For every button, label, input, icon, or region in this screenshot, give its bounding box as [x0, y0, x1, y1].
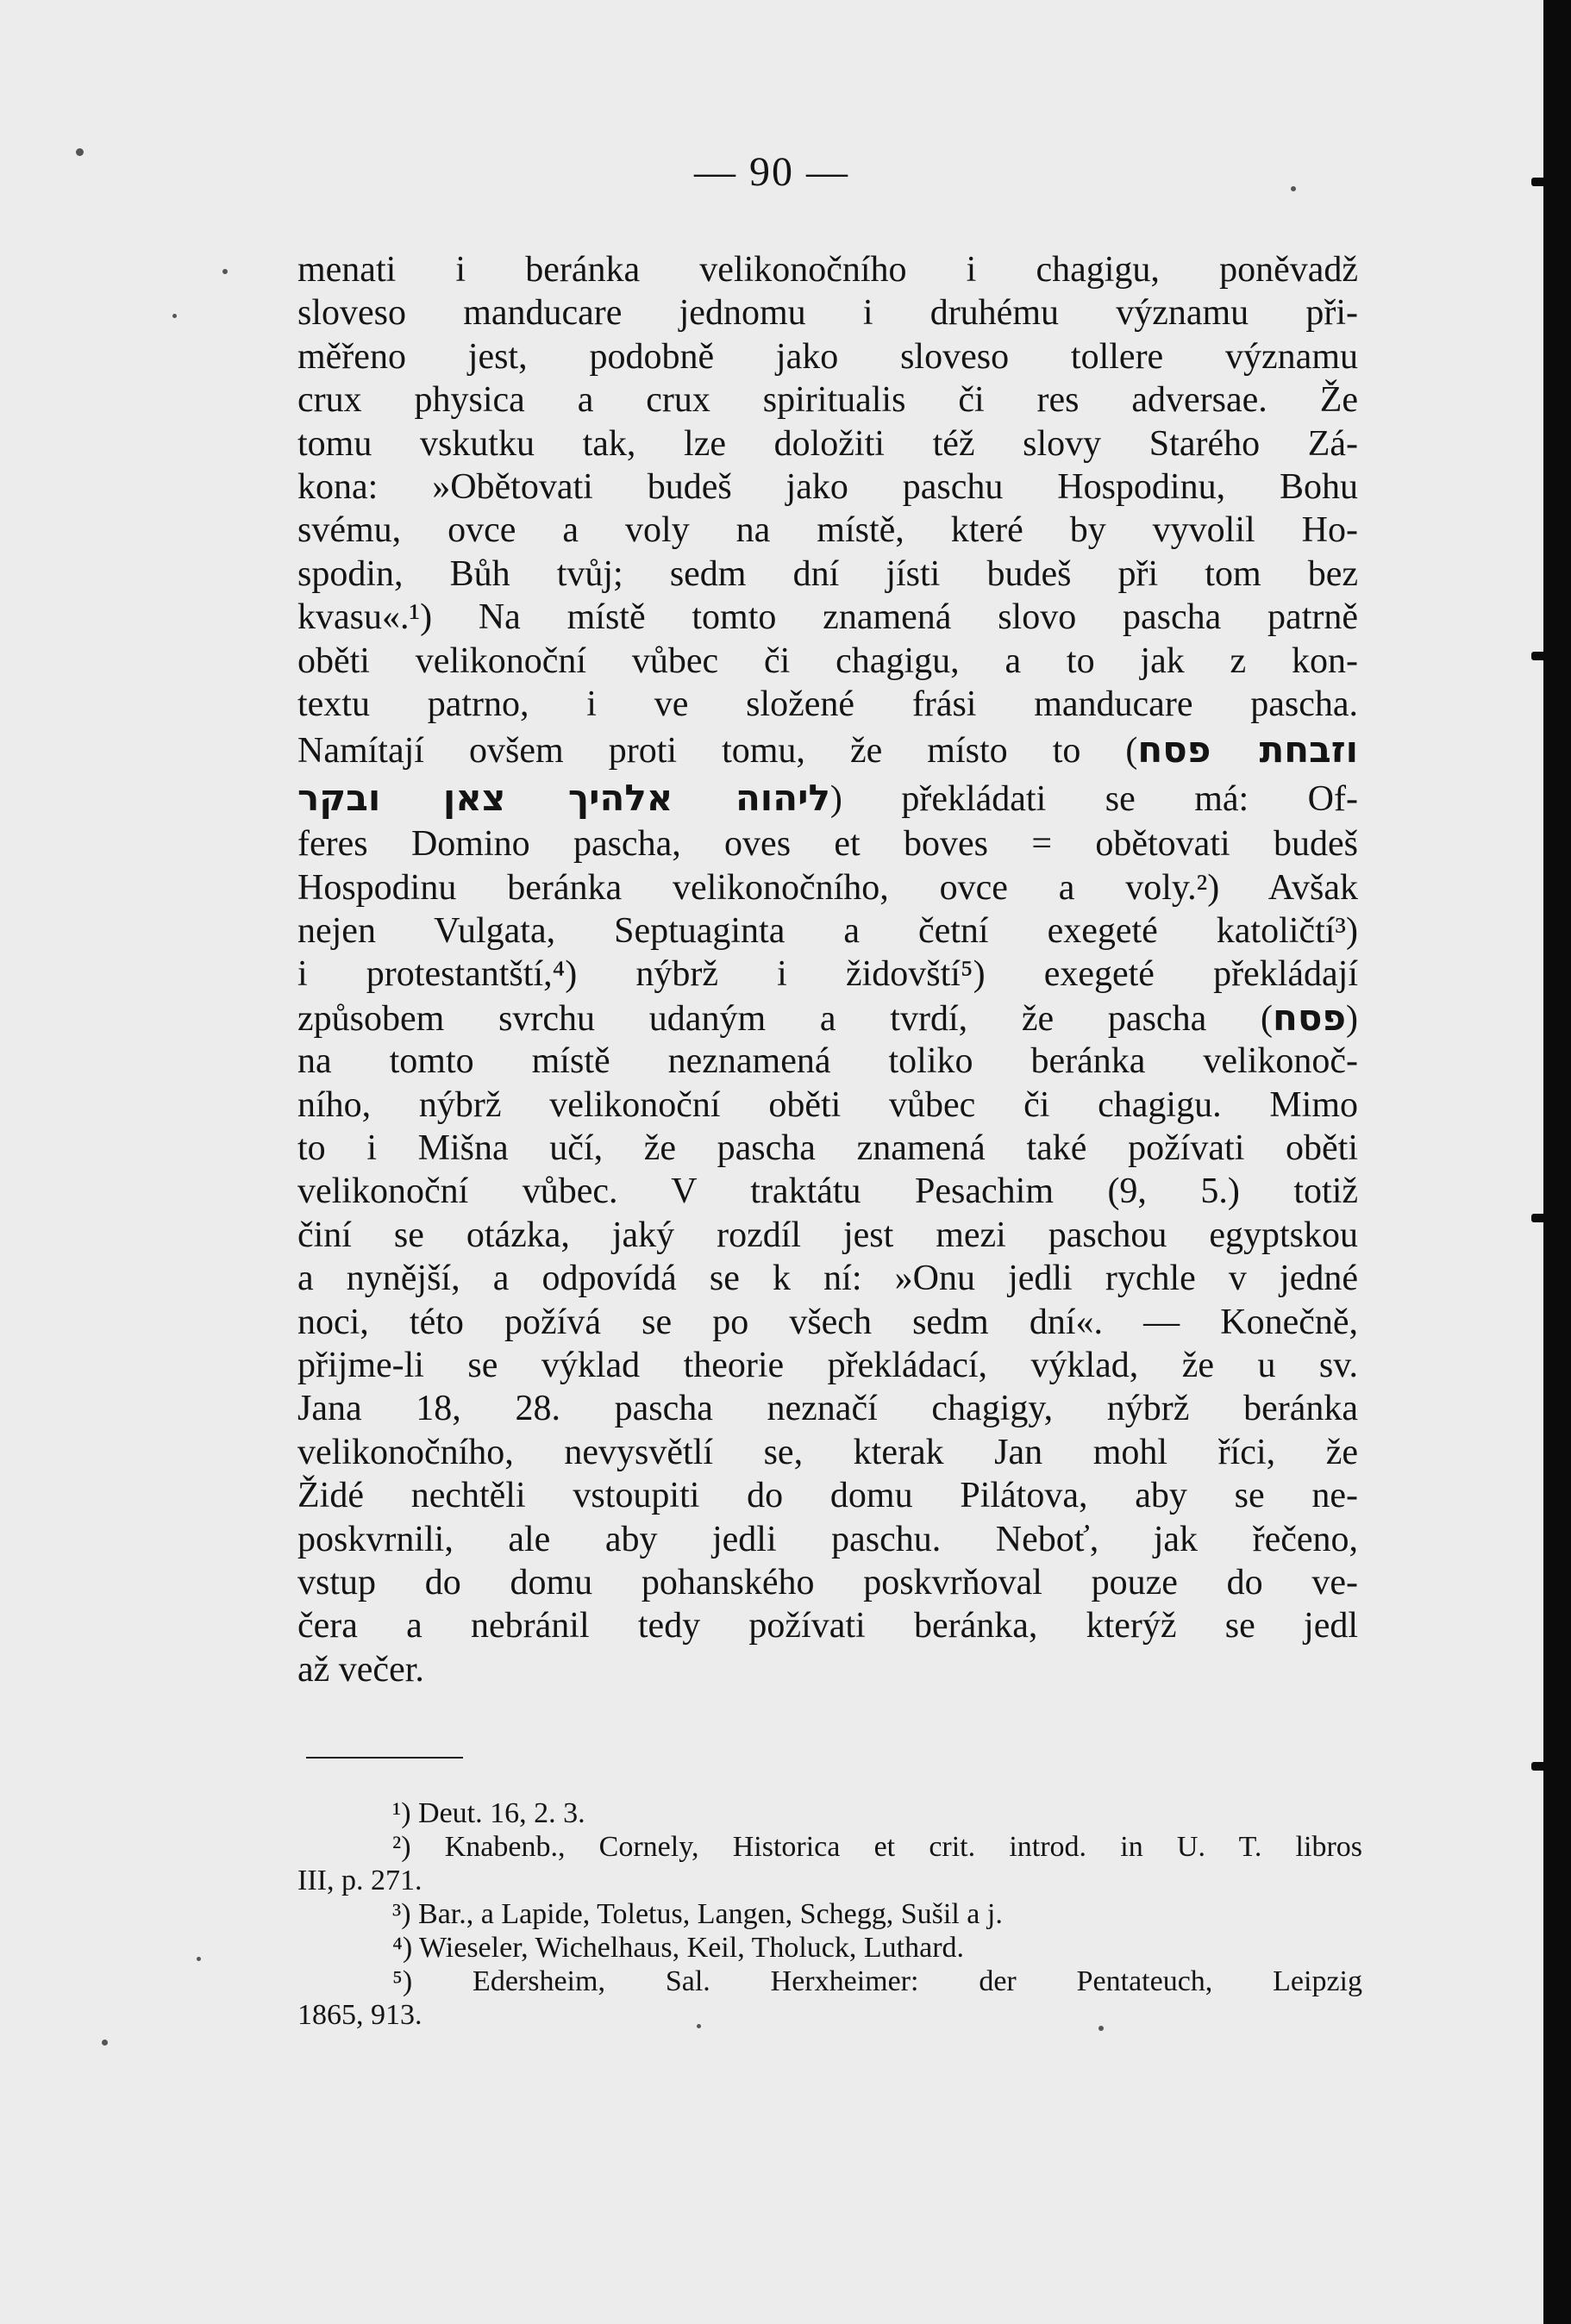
edge-mark [1531, 1762, 1554, 1771]
text-line: spodin, Bůh tvůj; sedm dní jísti budeš při tom bez [297, 553, 1358, 594]
text-line: ního, nýbrž velikonoční oběti vůbec či chagigu. Mimo [297, 1084, 1358, 1125]
text-line: činí se otázka, jaký rozdíl jest mezi paschou egyptskou [297, 1215, 1358, 1255]
hebrew-phrase: וזבחת פסח [1137, 728, 1358, 772]
text-line: sloveso manducare jednomu i druhému významu při- [297, 293, 1358, 334]
text-line: kona: »Obětovati budeš jako paschu Hospodinu, Bohu [297, 466, 1358, 507]
footnote-5: ⁵) Edersheim, Sal. Herxheimer: der Pentateuch, Leipzig [392, 1965, 1362, 1997]
text-line: svému, ovce a voly na místě, které by vyvolil Ho- [297, 510, 1358, 551]
text-line: měřeno jest, podobně jako sloveso tollere významu [297, 336, 1358, 377]
scan-speck [172, 314, 177, 318]
text-line: tomu vskutku tak, lze doložiti též slovy Starého Zá- [297, 423, 1358, 464]
edge-mark [1531, 1214, 1554, 1222]
text-line: i protestantští,⁴) nýbrž i židovští⁵) exegeté překládají [297, 954, 1358, 995]
text-segment: způsobem svrchu udaným a tvrdí, že pascha ( [297, 998, 1273, 1039]
text-line: poskvrnili, ale aby jedli paschu. Neboť, jak řečeno, [297, 1519, 1358, 1559]
text-line: feres Domino pascha, oves et boves = obětovati budeš [297, 824, 1358, 865]
page-number: — 90 — [694, 149, 849, 195]
hebrew-phrase: ליהוה אלהיך צאן ובקר [297, 777, 830, 820]
text-line: menati i beránka velikonočního i chagigu, poněvadž [297, 250, 1358, 290]
scan-speck [222, 269, 228, 274]
footnote-1: ¹) Deut. 16, 2. 3. [392, 1797, 585, 1829]
scan-speck [197, 1957, 201, 1961]
text-line: vstup do domu pohanského poskvrňoval pouze do ve- [297, 1562, 1358, 1602]
edge-mark [1531, 652, 1554, 660]
footnote-2: ²) Knabenb., Cornely, Historica et crit. introd. in U. T. libros [392, 1831, 1362, 1863]
text-line: textu patrno, i ve složené frási manducare pascha. [297, 684, 1358, 724]
text-segment: Namítají ovšem proti tomu, že místo to ( [297, 731, 1138, 772]
hebrew-word: פסח [1272, 996, 1346, 1039]
footnote-separator [306, 1757, 463, 1759]
scan-speck [102, 2040, 108, 2046]
footnote-4: ⁴) Wieseler, Wichelhaus, Keil, Tholuck, Luthard. [392, 1932, 965, 1964]
scan-speck [1291, 186, 1296, 191]
main-text [297, 248, 1358, 1691]
text-line: kvasu«.¹) Na místě tomto znamená slovo pascha patrně [297, 597, 1358, 638]
footnote-5-continued: 1865, 913. [297, 1999, 422, 2031]
text-line: crux physica a crux spiritualis či res adversae. Že [297, 380, 1358, 421]
edge-mark [1531, 178, 1554, 186]
text-line-with-hebrew [297, 726, 1358, 774]
text-line: čera a nebránil tedy požívati beránka, kterýž se jedl [297, 1606, 1358, 1646]
text-line: oběti velikonoční vůbec či chagigu, a to jak z kon- [297, 640, 1358, 681]
text-line-with-hebrew [297, 774, 1358, 822]
scan-speck [1098, 2026, 1104, 2031]
text-line: Židé nechtěli vstoupiti do domu Pilátova, aby se ne- [297, 1476, 1358, 1516]
scan-speck [697, 2024, 701, 2028]
text-line: to i Mišna učí, že pascha znamená také požívati oběti [297, 1128, 1358, 1169]
text-segment: ) překládati se má: Of- [829, 779, 1358, 820]
footnote-2-continued: III, p. 271. [297, 1865, 422, 1896]
footnotes [297, 1796, 1362, 2032]
text-line: nejen Vulgata, Septuaginta a četní exegeté katoličtí³) [297, 911, 1358, 952]
text-line: přijme-li se výklad theorie překládací, výklad, že u sv. [297, 1345, 1358, 1385]
text-line: na tomto místě neznamená toliko beránka velikonoč- [297, 1041, 1358, 1082]
footnote-3: ³) Bar., a Lapide, Toletus, Langen, Schegg, Sušil a j. [392, 1898, 1003, 1930]
scan-speck [76, 148, 84, 156]
text-line: až večer. [297, 1649, 424, 1690]
text-line: Hospodinu beránka velikonočního, ovce a voly.²) Avšak [297, 867, 1358, 908]
text-line: a nynější, a odpovídá se k ní: »Onu jedli rychle v jedné [297, 1259, 1358, 1299]
text-line: Jana 18, 28. pascha neznačí chagigy, nýbrž beránka [297, 1389, 1358, 1429]
closing-paren: ) [1346, 998, 1358, 1039]
text-line: velikonočního, nevysvětlí se, kterak Jan mohl říci, že [297, 1432, 1358, 1472]
page-edge-shadow [1543, 0, 1571, 2324]
text-line: noci, této požívá se po všech sedm dní«. — Konečně, [297, 1302, 1358, 1342]
text-line-with-hebrew [297, 996, 1358, 1040]
text-line: velikonoční vůbec. V traktátu Pesachim (9, 5.) totiž [297, 1171, 1358, 1212]
